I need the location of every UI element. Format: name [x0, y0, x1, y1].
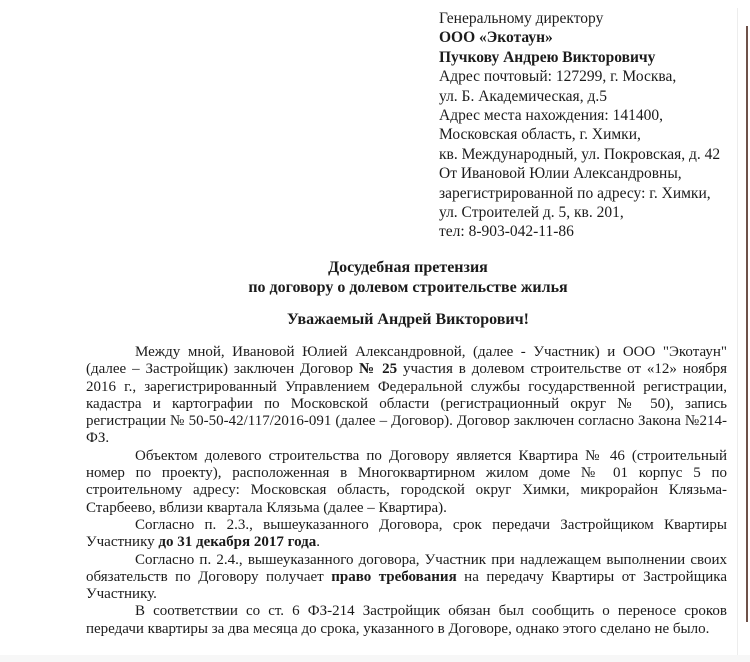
address-line: Генеральному директору	[439, 10, 604, 27]
address-line: ул. Б. Академическая, д.5	[439, 87, 607, 105]
title-line-2: по договору о долевом строительстве жилья	[248, 278, 568, 296]
salutation: Уважаемый Андрей Викторович!	[287, 311, 529, 328]
address-line: зарегистрированной по адресу: г. Химки,	[439, 184, 711, 202]
recipient-address-block	[439, 9, 739, 242]
address-line-company: ООО «Экотаун»	[439, 29, 553, 47]
address-line-director: Пучкову Андрею Викторовичу	[439, 48, 656, 66]
address-line: ул. Строителей д. 5, кв. 201,	[439, 204, 624, 222]
document-title	[86, 258, 730, 297]
scan-edge-artifact	[746, 26, 748, 622]
address-line: Адрес почтовый: 127299, г. Москва,	[439, 68, 677, 86]
paragraph-notice: В соответствии со ст. 6 ФЗ-214 Застройщик обязан был сообщить о переносе сроков передачи квартиры за два месяца до срока, указанного в Договоре, однако этого сделано не было.	[86, 603, 727, 637]
paragraph-deadline: Согласно п. 2.3., вышеуказанного Договора, срок передачи Застройщиком Квартиры Участнику до 31 декабря 2017 года.	[86, 516, 727, 551]
address-line: кв. Международный, ул. Покровская, д. 42	[439, 145, 721, 163]
address-line-phone: тел: 8-903-042-11-86	[439, 223, 574, 241]
bottom-edge-shadow	[0, 655, 750, 662]
address-line: Московская область, г. Химки,	[439, 126, 641, 144]
paragraph-rights: Согласно п. 2.4., вышеуказанного договора, Участник при надлежащем выполнении своих обязательств по Договору получает право требования на передачу Квартиры от Застройщика Участнику.	[86, 551, 727, 603]
title-line-1: Досудебная претензия	[328, 259, 488, 276]
address-line: Адрес места нахождения: 141400,	[439, 107, 663, 125]
paragraph-contract: Между мной, Ивановой Юлией Александровной, (далее - Участник) и ООО "Экотаун" (далее – Застройщик) заключен Договор № 25 участия в долевом строительстве от «12» ноября 2016 г., зарегистрированный Управлением Федеральной службы государственной регистрации, кадастра и картографии по Московской области (регистрационный округ № 50), запись регистрации № 50-50-42/117/2016-091 (далее – Договор). Договор заключен согласно Закона №214-ФЗ.	[86, 344, 728, 447]
address-line-sender: От Ивановой Юлии Александровны,	[439, 165, 682, 183]
paragraph-object: Объектом долевого строительства по Договору является Квартира № 46 (строительный номер по проекту), расположенная в Многоквартирном жилом доме № 01 корпус 5 по строительному адресу: Московская область, городской округ Химки, микрорайон Клязьма-Старбеево, вблизи квартала Клязьма (далее – Квартира).	[86, 447, 727, 516]
document-body	[86, 344, 727, 638]
